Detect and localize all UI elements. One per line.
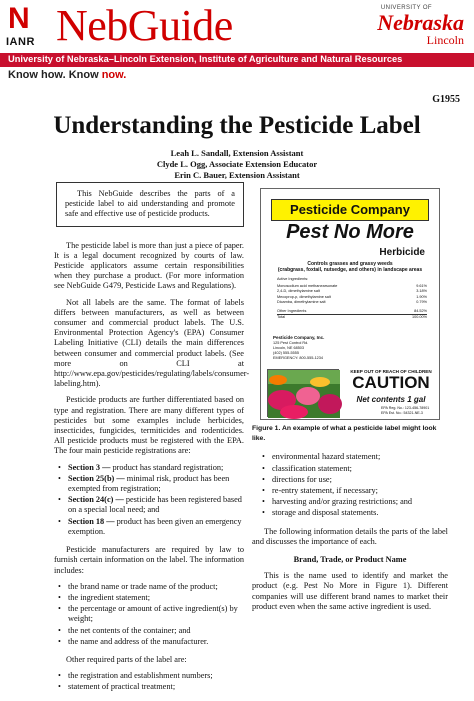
author: Erin C. Bauer, Extension Assistant: [174, 170, 300, 180]
list-item: • the percentage or amount of active ingredient(s) by weight;: [58, 604, 244, 624]
other-parts-list: [58, 671, 244, 692]
author-list: [0, 148, 474, 181]
paragraph: The pesticide label is more than just a piece of paper. It is a legal document recognized by courts of law. Pesticide applicators assume certain responsibilities when they purchase a product. (For more information see NebGuide G479, Pesticide Laws and Regulations).: [54, 240, 244, 291]
list-item: • Section 3 — product has standard registration;: [58, 463, 244, 473]
label-product-type: Herbicide: [379, 247, 425, 258]
paragraph: Pesticide products are further differentiated based on type and registration. There are many different types of pesticides but some examples include herbicides, insecticides, fungicides, termiticides and rodenticides. All pesticide products must be registered with the EPA. The four main pesticide registrations are:: [54, 395, 244, 456]
figure-caption: Figure 1. An example of what a pesticide label might look like.: [252, 425, 437, 443]
unl-university-text: UNIVERSITY OF: [380, 5, 432, 11]
list-item: • Section 24(c) — pesticide has been registered based on a special local need; and: [58, 495, 244, 515]
ingredient-row: Dicamba, dimethylamine salt 0.79%: [277, 300, 427, 304]
ingredient-total: Total 100.00%: [277, 315, 427, 319]
list-item: • the ingredient statement;: [58, 593, 244, 603]
ingredient-row: 2,4-D, dimethylamine salt 3.18%: [277, 289, 427, 293]
ianr-text: IANR: [6, 36, 35, 48]
label-net-contents: Net contents 1 gal: [356, 395, 426, 404]
registration-list: [58, 463, 244, 537]
required-info-list: [58, 582, 244, 647]
ingredient-row: Monosodium acid methanearsonate 9.61%: [277, 283, 427, 288]
intro-text: This NebGuide describes the parts of a pesticide label to aid understanding and promote safe and effective use of pesticide products.: [65, 189, 235, 219]
list-item: • the name and address of the manufacturer.: [58, 637, 244, 647]
paragraph: Other required parts of the label are:: [66, 654, 187, 664]
left-column: [54, 182, 250, 701]
tagline: [8, 69, 126, 81]
label-epa-numbers: EPA Reg. No.: 123-456-78901 EPA Est. No.: 54321-NE-3: [381, 406, 430, 415]
label-product-name: Pest No More: [286, 221, 414, 243]
ingredient-row: Other Ingredients 84.52%: [277, 308, 427, 313]
list-item: • classification statement;: [262, 464, 448, 474]
unl-lincoln-text: Lincoln: [426, 33, 464, 47]
list-item: • Section 25(b) — minimal risk, product has been exempted from registration;: [58, 474, 244, 494]
ianr-logo: [6, 2, 46, 50]
extension-banner: [0, 53, 474, 67]
tagline-text: Know how. Know: [8, 69, 102, 81]
right-column: [252, 188, 448, 618]
n-logo-letter: N: [8, 2, 30, 35]
paragraph: The following information details the parts of the label and discusses the importance of each.: [252, 526, 448, 546]
list-item: • statement of practical treatment;: [58, 682, 244, 692]
paragraph: Not all labels are the same. The format of labels differs between manufacturers, as well as between consumer and commercial product labels. The U.S. Environmental Protection Agency's (EPA) Consumer Labeling Initiative (CLI) details the main differences between consumer and commercial product labels. (See more on CLI at http://www.epa.gov/pesticides/regulating/labels/consumer-labeling.htm).: [54, 297, 250, 389]
list-item: • directions for use;: [262, 475, 448, 485]
extension-banner-text: University of Nebraska–Lincoln Extension, Institute of Agriculture and Natural Resources: [8, 54, 403, 64]
label-parts-list: [262, 452, 448, 518]
list-item: • the registration and establishment numbers;: [58, 671, 244, 681]
list-item: • storage and disposal statements.: [262, 508, 448, 518]
label-signal-word: CAUTION: [352, 373, 430, 392]
label-ingredient-statement: Active Ingredients: Monosodium acid methanearsonate 9.61% 2,4-D, dimethylamine salt 3.18% Mecoprop-p, dimethylamine salt 1.90% Dicamba, dimethylamine salt 0.79% Other Ingredients 84.52% Total 100.00%: [277, 277, 427, 319]
masthead: [0, 0, 474, 52]
author: Clyde L. Ogg, Associate Extension Educator: [156, 159, 318, 169]
author: Leah L. Sandall, Extension Assistant: [170, 148, 304, 158]
ingredient-row: Mecoprop-p, dimethylamine salt 1.90%: [277, 294, 427, 299]
list-item: • re-entry statement, if necessary;: [262, 486, 448, 496]
list-item: • the net contents of the container; and: [58, 626, 244, 636]
label-manufacturer-address: Pesticide Company, Inc. 125 Pest Control Rd. Lincoln, NE 68503 (402) 555-5555 EMERGENCY: 800-555-1234: [273, 335, 325, 360]
label-keep-out-warning: KEEP OUT OF REACH OF CHILDREN: [350, 369, 432, 374]
label-company-name: Pesticide Company: [271, 199, 429, 221]
list-item: • Section 18 — product has been given an emergency exemption.: [58, 517, 244, 537]
list-item: • harvesting and/or grazing restrictions; and: [262, 497, 448, 507]
page-title: Understanding the Pesticide Label: [53, 112, 421, 139]
paragraph: Pesticide manufacturers are required by law to furnish certain information on the label. The information includes:: [54, 545, 244, 575]
section-heading: Brand, Trade, or Product Name: [293, 555, 407, 565]
pesticide-label-figure: [260, 188, 440, 420]
list-item: • the brand name or trade name of the product;: [58, 582, 244, 592]
flower-garden-image: [267, 369, 339, 417]
list-item: • environmental hazard statement;: [262, 452, 448, 462]
unl-logo: [374, 4, 464, 48]
nebguide-brand: NebGuide: [56, 1, 233, 50]
intro-box: [56, 182, 244, 227]
unl-nebraska-text: Nebraska: [377, 10, 464, 35]
tagline-now: now.: [101, 69, 127, 81]
paragraph: This is the name used to identify and market the product (e.g. Pest No More in Figure 1). Different companies will use different brand names to market their product even when the same active ingredient is used.: [252, 571, 448, 611]
publication-number: G1955: [432, 94, 460, 105]
label-controls: Controls grasses and grassy weeds (crabgrass, foxtail, nutsedge, and others) in landscape areas: [277, 261, 423, 273]
